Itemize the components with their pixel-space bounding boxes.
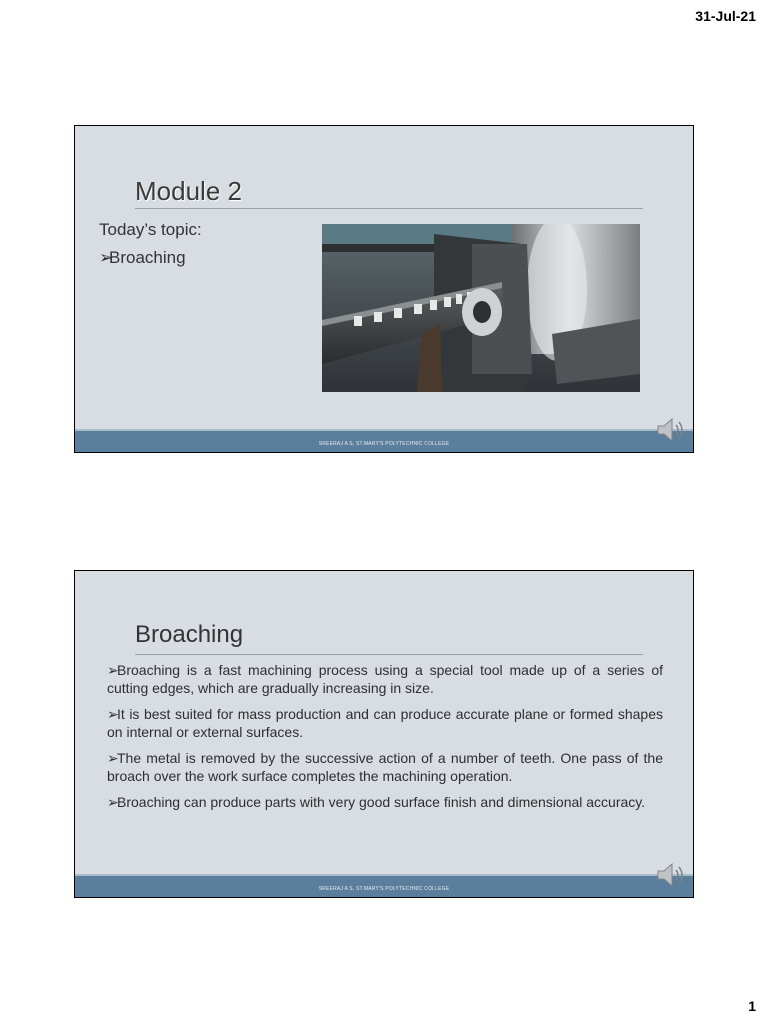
arrow-bullet-icon: ➢ — [107, 706, 119, 722]
arrow-bullet-icon: ➢ — [99, 248, 114, 267]
slide-broaching — [74, 570, 694, 898]
bullet-list — [107, 661, 663, 819]
arrow-bullet-icon: ➢ — [107, 794, 119, 810]
speaker-icon[interactable] — [655, 861, 687, 889]
list-item — [107, 749, 663, 785]
title-underline — [135, 208, 643, 209]
slide-footer-text: SREERAJ A S, ST.MARY'S POLYTECHNIC COLLEGE — [318, 441, 450, 447]
list-item-text: Broaching can produce parts with very good surface finish and dimensional accuracy. — [117, 794, 646, 810]
list-item — [107, 793, 663, 811]
print-date: 31-Jul-21 — [695, 8, 756, 24]
broaching-photo-illustration — [322, 224, 640, 392]
list-item-text: Broaching is a fast machining process using a special tool made up of a series of cutting edges, which are gradually increasing in size. — [107, 662, 663, 696]
speaker-icon[interactable] — [655, 416, 687, 444]
slide-title: Module 2 — [135, 176, 242, 206]
list-item-text: The metal is removed by the successive action of a number of teeth. One pass of the broach over the work surface completes the machining operation. — [107, 750, 663, 784]
broaching-photo — [322, 224, 640, 392]
topic-bullet-text: Broaching — [109, 248, 186, 267]
page-number: 1 — [748, 998, 756, 1014]
slide-module-2 — [74, 125, 694, 453]
topic-label: Today’s topic: — [99, 220, 202, 239]
title-underline — [135, 654, 643, 655]
arrow-bullet-icon: ➢ — [107, 750, 119, 766]
topic-bullet — [99, 248, 186, 268]
list-item — [107, 661, 663, 697]
slide-title: Broaching — [135, 621, 244, 648]
list-item — [107, 705, 663, 741]
arrow-bullet-icon: ➢ — [107, 662, 119, 678]
slide-footer-text: SREERAJ A S, ST.MARY'S POLYTECHNIC COLLEGE — [318, 886, 450, 892]
list-item-text: It is best suited for mass production and can produce accurate plane or formed shapes on internal or external surfaces. — [107, 706, 663, 740]
